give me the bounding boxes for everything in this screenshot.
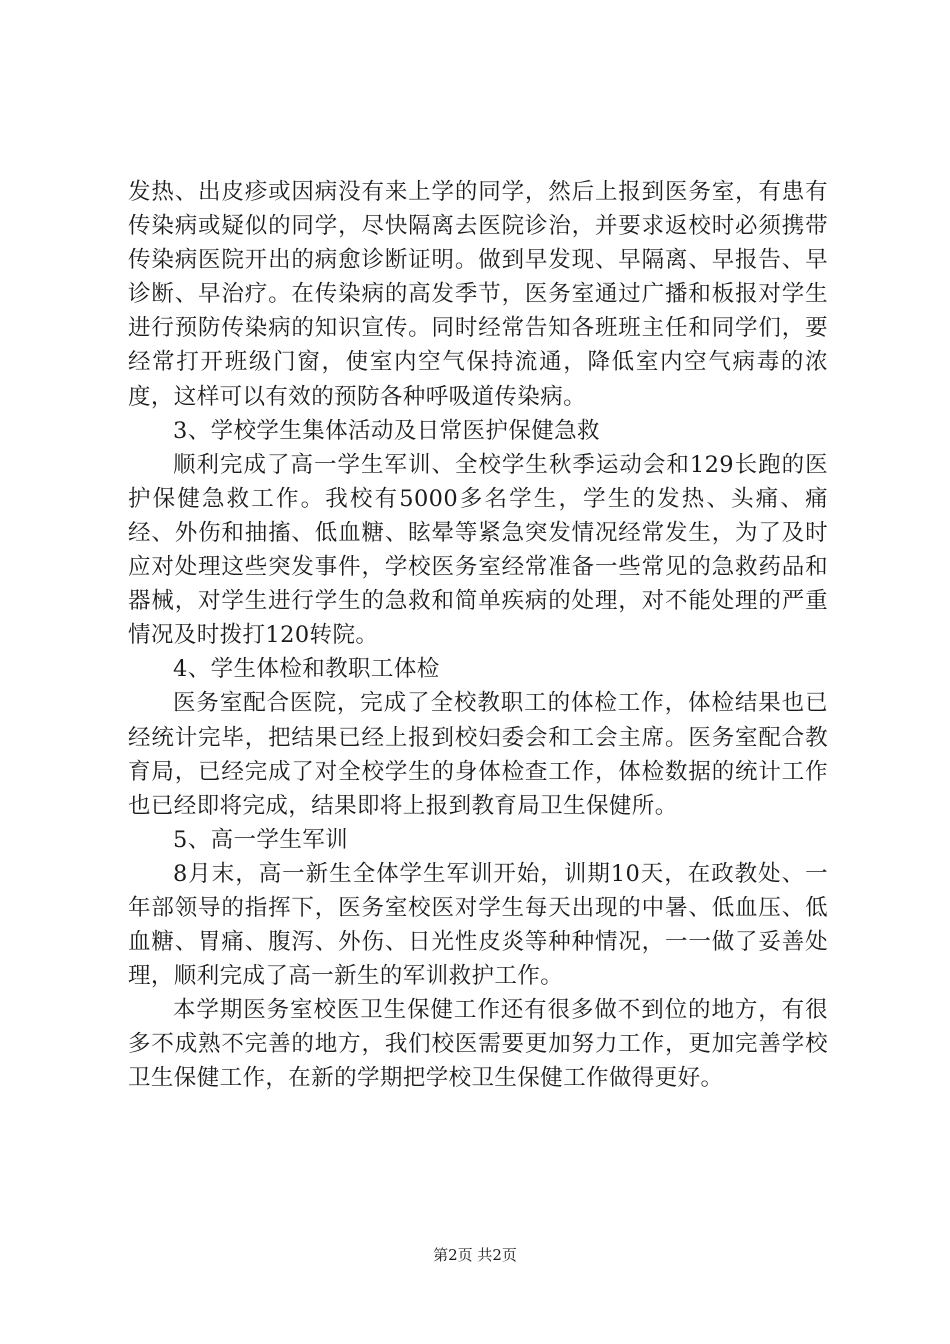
page-number-footer: 第2页 共2页 <box>433 1246 517 1264</box>
section-heading-3: 3、学校学生集体活动及日常医护保健急救 <box>173 417 600 444</box>
document-body <box>128 175 828 1096</box>
paragraph-conclusion: 本学期医务室校医卫生保健工作还有很多做不到位的地方，有很多不成熟不完善的地方，我们校医需要更加努力工作，更加完善学校卫生保健工作，在新的学期把学校卫生保健工作做得更好。 <box>128 997 828 1092</box>
paragraph-continued-text: 发热、出皮疹或因病没有来上学的同学，然后上报到医务室，有患有传染病或疑似的同学，尽快隔离去医院诊治，并要求返校时必须携带传染病医院开出的病愈诊断证明。做到早发现、早隔离、早报告、早诊断、早治疗。在传染病的高发季节，医务室通过广播和板报对学生进行预防传染病的知识宣传。同时经常告知各班班主任和同学们，要经常打开班级门窗，使室内空气保持流通，降低室内空气病毒的浓度，这样可以有效的预防各种呼吸道传染病。 <box>128 179 828 410</box>
paragraph-physical-exam: 医务室配合医院，完成了全校教职工的体检工作，体检结果也已经统计完毕，把结果已经上报到校妇委会和工会主席。医务室配合教育局，已经完成了对全校学生的身体检查工作，体检数据的统计工作也已经即将完成，结果即将上报到教育局卫生保健所。 <box>128 690 828 819</box>
paragraph-first-aid: 顺利完成了高一学生军训、全校学生秋季运动会和129长跑的医护保健急救工作。我校有5000多名学生，学生的发热、头痛、痛经、外伤和抽搐、低血糖、眩晕等紧急突发情况经常发生，为了及时应对处理这些突发事件，学校医务室经常准备一些常见的急救药品和器械，对学生进行学生的急救和简单疾病的处理，对不能处理的严重情况及时拨打120转院。 <box>128 451 828 649</box>
section-heading-4: 4、学生体检和教职工体检 <box>173 656 440 683</box>
section-heading-5: 5、高一学生军训 <box>173 826 349 853</box>
paragraph-military-training: 8月末，高一新生全体学生军训开始，训期10天，在政教处、一年部领导的指挥下，医务室校医对学生每天出现的中暑、低血压、低血糖、胃痛、腹泻、外伤、日光性皮炎等种种情况，一一做了妥善处理，顺利完成了高一新生的军训救护工作。 <box>128 860 828 990</box>
